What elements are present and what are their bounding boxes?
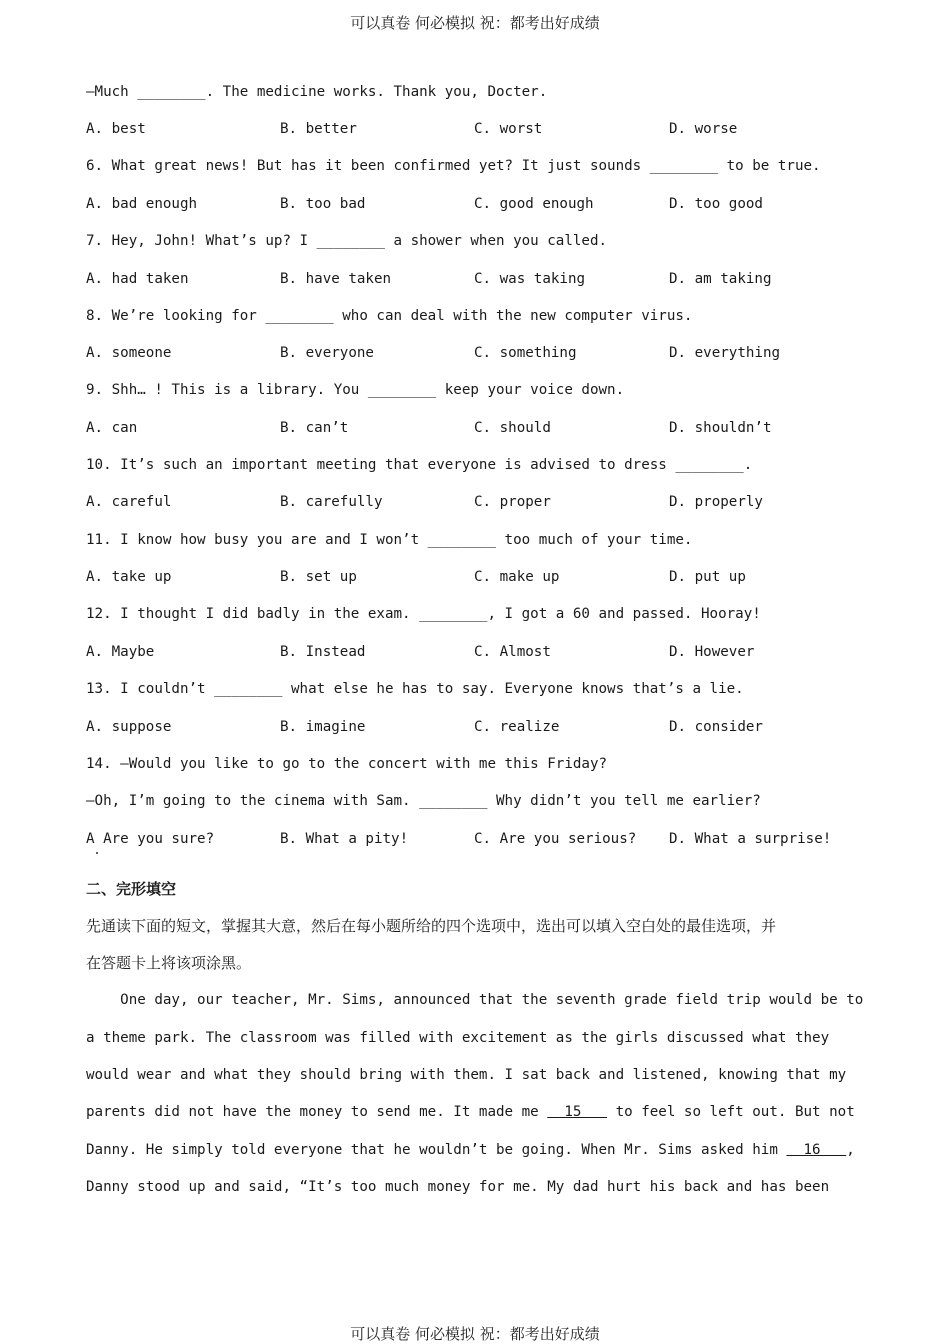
option-d: D. worse [669, 121, 738, 137]
question-8-stem: 8. We’re looking for ________ who can deal with the new computer virus. [86, 308, 693, 324]
question-13-stem: 13. I couldn’t ________ what else he has to say. Everyone knows that’s a lie. [86, 681, 744, 697]
option-a: A. someone [86, 345, 172, 361]
passage-line [86, 1140, 855, 1160]
option-b: B. have taken [280, 271, 392, 287]
option-b: B. everyone [280, 345, 374, 361]
option-d: D. am taking [669, 271, 772, 287]
option-a: A. best [86, 121, 146, 137]
section-title-cloze: 二、完形填空 [86, 880, 177, 898]
option-d: D. everything [669, 345, 781, 361]
option-d: D. What a surprise! [669, 831, 832, 847]
option-a: A. Maybe [86, 644, 155, 660]
option-c: C. something [474, 345, 577, 361]
page-header: 可以真卷 何必模拟 祝：都考出好成绩 [350, 14, 600, 32]
question-14-stem-reply: —Oh, I’m going to the cinema with Sam. ________ Why didn’t you tell me earlier? [86, 793, 761, 809]
option-d: D. However [669, 644, 755, 660]
option-b: B. imagine [280, 719, 366, 735]
option-d: D. too good [669, 196, 763, 212]
option-d: D. properly [669, 494, 763, 510]
question-11-stem: 11. I know how busy you are and I won’t ________ too much of your time. [86, 532, 693, 548]
question-9-options [86, 418, 866, 438]
option-b: B. set up [280, 569, 357, 585]
option-b: B. carefully [280, 494, 383, 510]
option-a: A. take up [86, 569, 172, 585]
blank-16: 16 [786, 1142, 847, 1158]
option-c: C. Almost [474, 644, 551, 660]
question-7-options [86, 269, 866, 289]
question-6-stem: 6. What great news! But has it been confirmed yet? It just sounds ________ to be true. [86, 158, 821, 174]
option-a: A Are you sure? [86, 831, 215, 847]
option-c: C. should [474, 420, 551, 436]
option-b: B. What a pity! [280, 831, 409, 847]
option-a: A. can [86, 420, 138, 436]
section-instruction-line-1: 先通读下面的短文，掌握其大意，然后在每小题所给的四个选项中，选出可以填入空白处的最佳选项，并 [86, 917, 777, 935]
question-13-options [86, 717, 866, 737]
question-12-options [86, 642, 866, 662]
option-b: B. Instead [280, 644, 366, 660]
option-a: A. bad enough [86, 196, 198, 212]
passage-text: parents did not have the money to send me. It made me [86, 1104, 548, 1120]
question-11-options [86, 567, 866, 587]
option-c: C. worst [474, 121, 543, 137]
option-a: A. careful [86, 494, 172, 510]
question-10-options [86, 492, 866, 512]
passage-line: a theme park. The classroom was filled with excitement as the girls discussed what they [86, 1030, 830, 1046]
option-c: C. Are you serious? [474, 831, 637, 847]
question-7-stem: 7. Hey, John! What’s up? I ________ a shower when you called. [86, 233, 608, 249]
option-c: C. proper [474, 494, 551, 510]
passage-line: would wear and what they should bring with them. I sat back and listened, knowing that my [86, 1067, 847, 1083]
page-footer: 可以真卷 何必模拟 祝：都考出好成绩 [350, 1325, 600, 1343]
section-instruction-line-2: 在答题卡上将该项涂黑。 [86, 954, 252, 972]
question-6-options [86, 194, 866, 214]
option-c: C. realize [474, 719, 560, 735]
passage-text: , [846, 1142, 855, 1158]
passage-line: One day, our teacher, Mr. Sims, announced that the seventh grade field trip would be to [86, 992, 864, 1008]
stray-dot [96, 852, 98, 854]
option-b: B. too bad [280, 196, 366, 212]
option-c: C. was taking [474, 271, 586, 287]
blank-15: 15 [547, 1104, 608, 1120]
option-d: D. shouldn’t [669, 420, 772, 436]
question-12-stem: 12. I thought I did badly in the exam. ________, I got a 60 and passed. Hooray! [86, 606, 761, 622]
option-a: A. suppose [86, 719, 172, 735]
option-c: C. make up [474, 569, 560, 585]
question-14-options [86, 829, 866, 849]
option-a: A. had taken [86, 271, 189, 287]
passage-line: Danny stood up and said, “It’s too much money for me. My dad hurt his back and has been [86, 1179, 830, 1195]
option-d: D. consider [669, 719, 763, 735]
question-10-stem: 10. It’s such an important meeting that everyone is advised to dress ________. [86, 457, 753, 473]
question-5-stem: —Much ________. The medicine works. Thank you, Docter. [86, 84, 548, 100]
option-c: C. good enough [474, 196, 594, 212]
passage-line [86, 1102, 855, 1122]
option-d: D. put up [669, 569, 746, 585]
option-b: B. better [280, 121, 357, 137]
passage-text: to feel so left out. But not [607, 1104, 855, 1120]
question-8-options [86, 343, 866, 363]
option-b: B. can’t [280, 420, 349, 436]
question-14-stem: 14. —Would you like to go to the concert with me this Friday? [86, 756, 608, 772]
question-9-stem: 9. Shh… ! This is a library. You ________ keep your voice down. [86, 382, 625, 398]
passage-text: Danny. He simply told everyone that he wouldn’t be going. When Mr. Sims asked him [86, 1142, 787, 1158]
question-5-options [86, 119, 866, 139]
